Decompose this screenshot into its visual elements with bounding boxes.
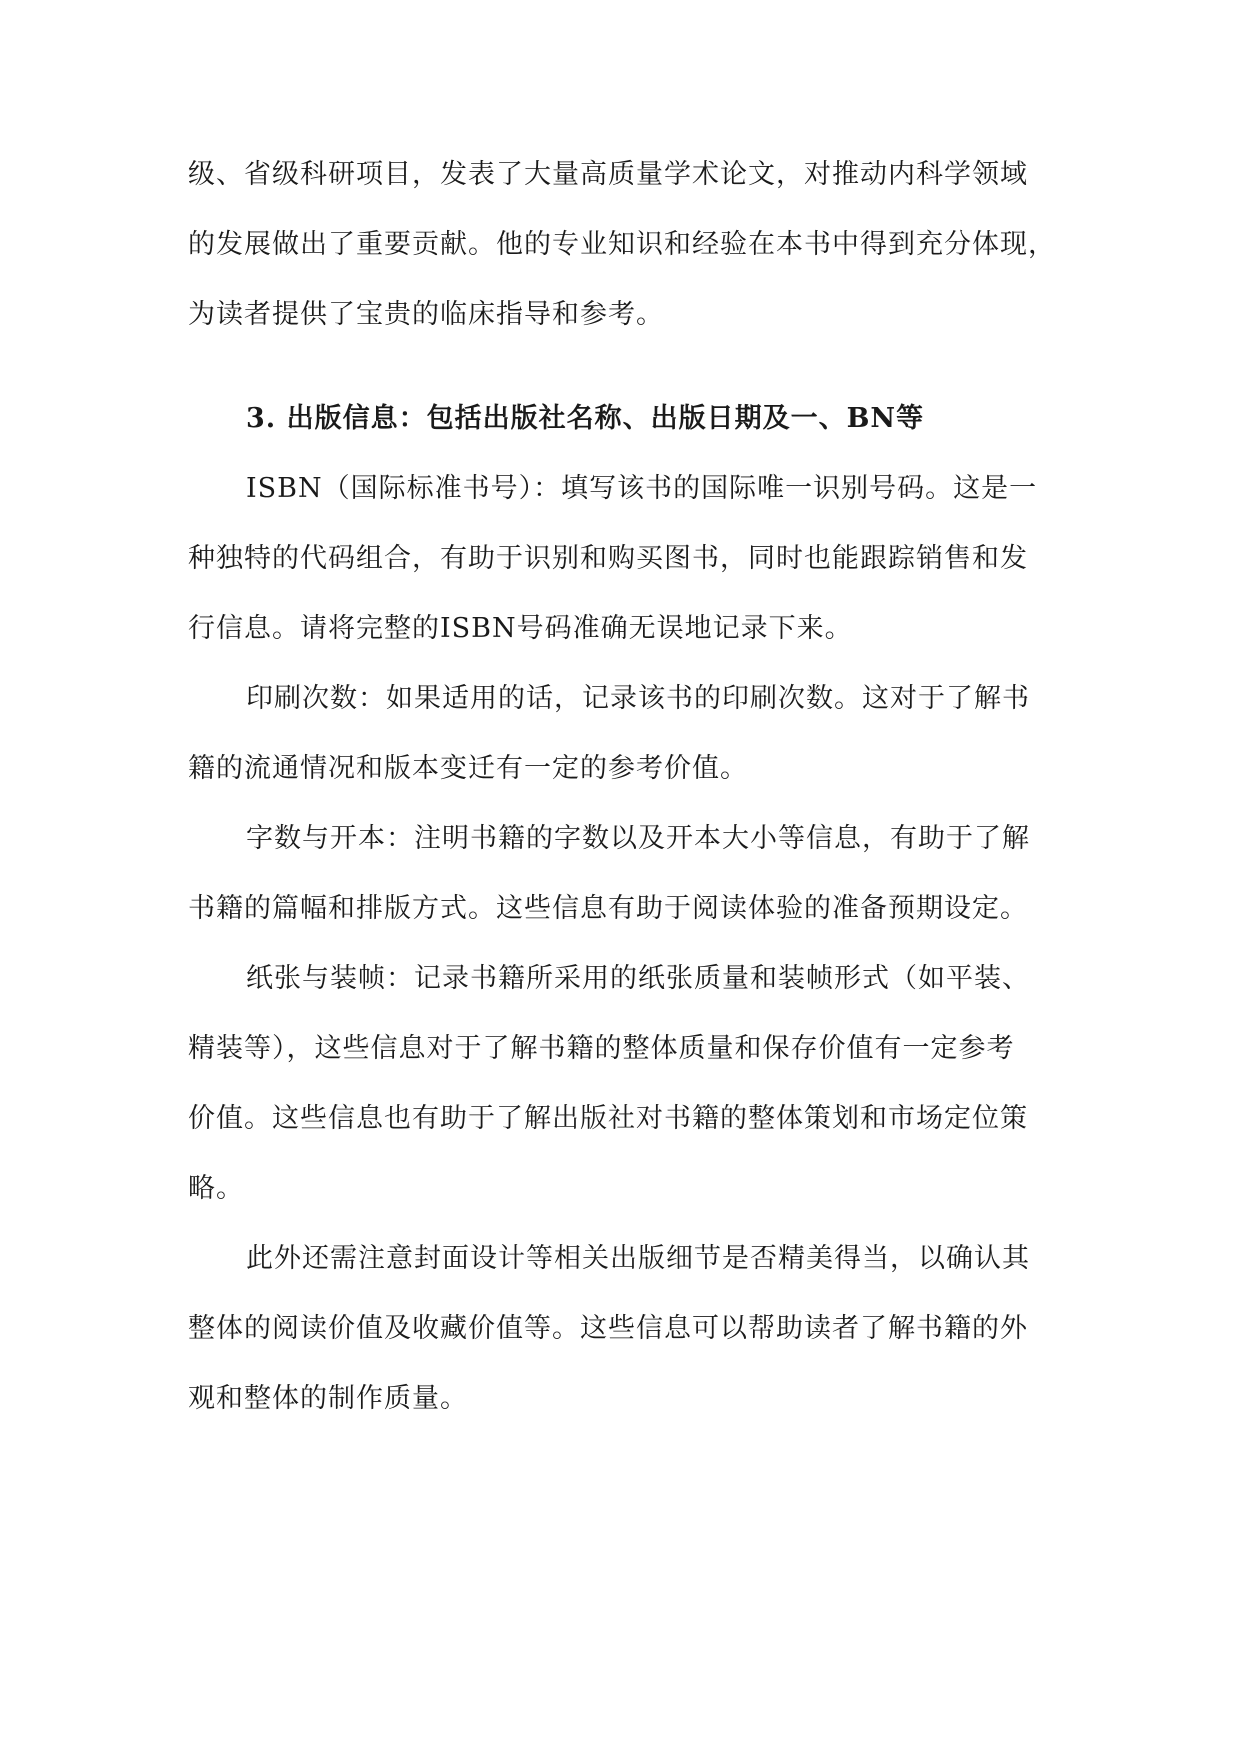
text-line: 精装等），这些信息对于了解书籍的整体质量和保存价值有一定参考 [188, 1033, 1015, 1064]
text-line: 为读者提供了宝贵的临床指导和参考。 [188, 299, 664, 330]
paragraph-isbn [188, 454, 1068, 664]
paragraph-print-count [188, 664, 1068, 804]
text-line: 字数与开本：注明书籍的字数以及开本大小等信息，有助于了解 [246, 823, 1030, 854]
text-line: 书籍的篇幅和排版方式。这些信息有助于阅读体验的准备预期设定。 [188, 893, 1028, 924]
text-line: 价值。这些信息也有助于了解出版社对书籍的整体策划和市场定位策 [188, 1103, 1028, 1134]
paragraph-paper-binding [188, 944, 1068, 1224]
text-line: 略。 [188, 1173, 244, 1204]
text-line: 纸张与装帧：记录书籍所采用的纸张质量和装帧形式（如平装、 [246, 963, 1030, 994]
text-line: 观和整体的制作质量。 [188, 1383, 468, 1414]
document-page [188, 140, 1068, 1434]
section-heading: 3. 出版信息：包括出版社名称、出版日期及一、BN等 [246, 403, 925, 434]
text-line: 此外还需注意封面设计等相关出版细节是否精美得当，以确认其 [246, 1243, 1030, 1274]
paragraph-author-contribution [188, 140, 1068, 350]
text-line: ISBN（国际标准书号）：填写该书的国际唯一识别号码。这是一 [246, 473, 1038, 504]
text-line: 整体的阅读价值及收藏价值等。这些信息可以帮助读者了解书籍的外 [188, 1313, 1028, 1344]
paragraph-word-count [188, 804, 1068, 944]
text-line: 种独特的代码组合，有助于识别和购买图书，同时也能跟踪销售和发 [188, 543, 1028, 574]
text-line: 级、省级科研项目，发表了大量高质量学术论文，对推动内科学领域 [188, 159, 1028, 190]
text-line: 行信息。请将完整的ISBN号码准确无误地记录下来。 [188, 613, 853, 644]
text-line: 的发展做出了重要贡献。他的专业知识和经验在本书中得到充分体现， [188, 229, 1056, 260]
text-line: 籍的流通情况和版本变迁有一定的参考价值。 [188, 753, 748, 784]
paragraph-cover-design [188, 1224, 1068, 1434]
text-line: 印刷次数：如果适用的话，记录该书的印刷次数。这对于了解书 [246, 683, 1030, 714]
